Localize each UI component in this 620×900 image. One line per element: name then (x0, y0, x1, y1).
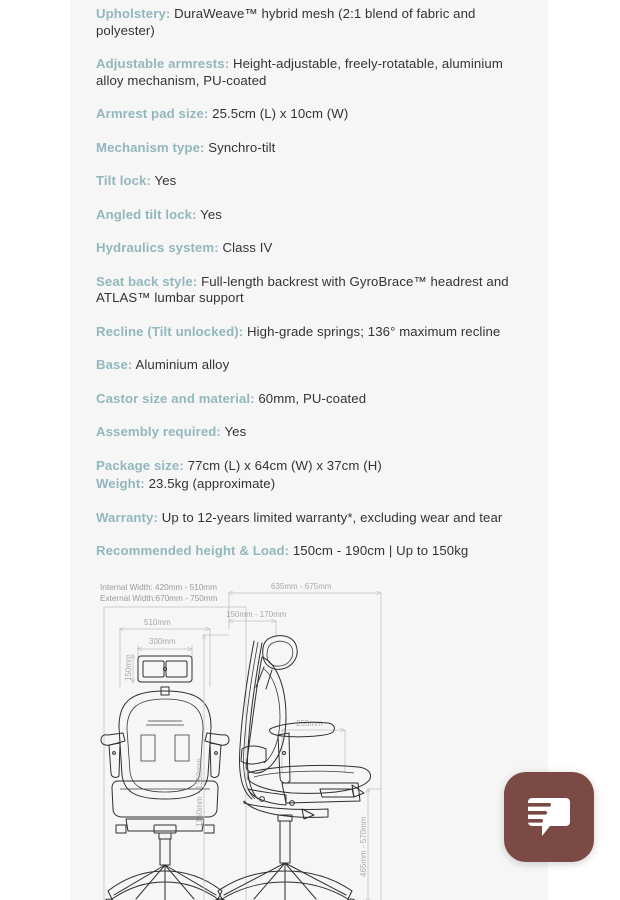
spec-label: Castor size and material: (96, 390, 255, 406)
spec-value: Yes (200, 206, 222, 222)
side-seat-height-value: 465mm - 570mm (359, 816, 368, 877)
spec-value: 60mm, PU-coated (258, 390, 367, 406)
chat-bubble-icon (526, 796, 572, 838)
side-headrest-depth-value: 150mm - 170mm (226, 609, 287, 619)
side-overall-height-value: 1150mm - 1350mm (195, 757, 204, 827)
side-overall-depth-value: 635mm - 675mm (271, 581, 332, 591)
spec-item-seat-back-style (96, 274, 522, 307)
spec-label: Package size: (96, 457, 184, 473)
spec-label: Seat back style: (96, 273, 198, 289)
spec-label: Angled tilt lock: (96, 206, 197, 222)
front-external-width-label: External Width:670mm - 750mm (100, 593, 218, 603)
spec-value: Class IV (222, 240, 273, 255)
spec-item-package-size (96, 458, 522, 475)
spec-item-angled-tilt-lock (96, 207, 522, 224)
spec-value: Yes (154, 173, 177, 188)
spec-value: Height-adjustable, freely-rotatable, aluminium alloy mechanism, PU-coated (96, 56, 503, 88)
spec-item-assembly-required (96, 424, 522, 441)
chat-widget-button[interactable] (504, 772, 594, 862)
spec-label: Recommended height & Load: (96, 543, 290, 558)
spec-value: Aluminium alloy (135, 357, 230, 372)
spec-item-mechanism-type (96, 140, 522, 157)
spec-value: 23.5kg (approximate) (148, 476, 276, 491)
spec-item-tilt-lock (96, 173, 522, 190)
spec-value: Up to 12-years limited warranty*, excluding wear and tear (161, 509, 503, 525)
specification-list (96, 0, 522, 560)
side-seat-depth-value: 255mm (296, 718, 323, 728)
spec-item-base (96, 357, 522, 374)
front-headrest-height-value: 150mm (124, 653, 133, 681)
specification-card (70, 0, 548, 900)
spec-item-castor (96, 391, 522, 408)
spec-item-upholstery (96, 6, 522, 39)
spec-value: Synchro-tilt (208, 139, 276, 155)
spec-label: Adjustable armrests: (96, 56, 230, 71)
spec-value: Yes (224, 424, 247, 439)
spec-label: Armrest pad size: (96, 106, 209, 121)
front-internal-width-label: Internal Width: 420mm - 510mm (100, 582, 217, 592)
spec-label: Recline (Tilt unlocked): (96, 323, 244, 339)
spec-label: Assembly required: (96, 424, 221, 439)
spec-value: 150cm - 190cm | Up to 150kg (292, 543, 469, 558)
spec-value: Full-length backrest with GyroBrace™ headrest and ATLAS™ lumbar support (96, 273, 509, 305)
spec-value: 25.5cm (L) x 10cm (W) (212, 106, 349, 121)
spec-label: Mechanism type: (96, 139, 205, 155)
front-view-group (100, 583, 246, 900)
spec-item-recline (96, 324, 522, 341)
spec-value: DuraWeave™ hybrid mesh (2:1 blend of fabric and polyester) (96, 6, 476, 38)
front-backrest-width-value: 510mm (144, 617, 171, 627)
spec-value: 77cm (L) x 64cm (W) x 37cm (H) (187, 457, 382, 473)
spec-label: Upholstery: (96, 6, 171, 21)
spec-item-armrest-pad-size (96, 106, 522, 123)
front-headrest-width-value: 300mm (149, 636, 176, 646)
dimensions-diagram (96, 577, 522, 900)
spec-label: Hydraulics system: (96, 240, 219, 255)
spec-label: Tilt lock: (96, 173, 151, 188)
spec-label: Base: (96, 357, 133, 372)
spec-value: High-grade springs; 136° maximum recline (247, 323, 501, 339)
spec-item-hydraulics-system (96, 240, 522, 257)
spec-item-warranty (96, 510, 522, 527)
spec-label: Warranty: (96, 509, 158, 525)
spec-item-adjustable-armrests (96, 56, 522, 89)
spec-label: Weight: (96, 476, 145, 491)
spec-item-recommended-height-load (96, 543, 522, 560)
side-view-group (195, 582, 381, 900)
spec-item-weight (96, 476, 522, 493)
